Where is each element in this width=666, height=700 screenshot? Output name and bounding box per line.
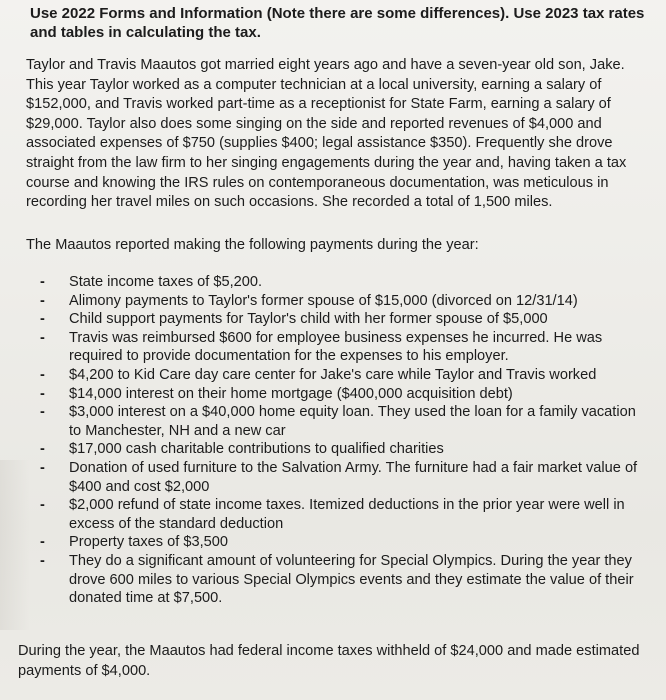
list-item: - Travis was reimbursed $600 for employee business expenses he incurred. He was required to provide documentation for the expenses to his employer. (40, 329, 646, 366)
scenario-paragraph: Taylor and Travis Maautos got married eight years ago and have a seven-year old son, Jake. This year Taylor worked as a computer technician at a local university, earning a salary of $152,000, and Travis worked part-time as a receptionist for State Farm, earning a salary of $29,000. Taylor also does some singing on the side and reported revenues of $4,000 and associated expenses of $750 (supplies $400; legal assistance $350). Frequently she drove straight from the law firm to her singing engagements during the year and, having taken a tax course and knowing the IRS rules on contemporaneous documentation, was meticulous in recording her travel miles on such occasions. She recorded a total of 1,500 miles. (26, 57, 627, 211)
list-item: - Property taxes of $3,500 (40, 533, 646, 552)
payments-list (40, 273, 646, 608)
payments-intro: The Maautos reported making the following payments during the year: (26, 237, 479, 253)
list-item: - They do a significant amount of volunteering for Special Olympics. During the year they drove 600 miles to various Special Olympics events and they estimate the value of their donated time at $7,500. (40, 552, 646, 608)
list-item: - Child support payments for Taylor's child with her former spouse of $5,000 (40, 310, 646, 329)
list-item: - $14,000 interest on their home mortgage ($400,000 acquisition debt) (40, 385, 646, 404)
photo-shadow (0, 460, 30, 630)
list-item: - $2,000 refund of state income taxes. Itemized deductions in the prior year were well in excess of the standard deduction (40, 496, 646, 533)
withholding-paragraph: During the year, the Maautos had federal income taxes withheld of $24,000 and made estimated payments of $4,000. (18, 643, 640, 679)
list-item: - $4,200 to Kid Care day care center for Jake's care while Taylor and Travis worked (40, 366, 646, 385)
list-item: - $17,000 cash charitable contributions to qualified charities (40, 440, 646, 459)
instructions-heading: Use 2022 Forms and Information (Note there are some differences). Use 2023 tax rates and tables in calculating the tax. (30, 5, 645, 41)
list-item: - Donation of used furniture to the Salvation Army. The furniture had a fair market value of $400 and cost $2,000 (40, 459, 646, 496)
list-item: - Alimony payments to Taylor's former spouse of $15,000 (divorced on 12/31/14) (40, 292, 646, 311)
list-item: - State income taxes of $5,200. (40, 273, 646, 292)
list-item: - $3,000 interest on a $40,000 home equity loan. They used the loan for a family vacation to Manchester, NH and a new car (40, 403, 646, 440)
